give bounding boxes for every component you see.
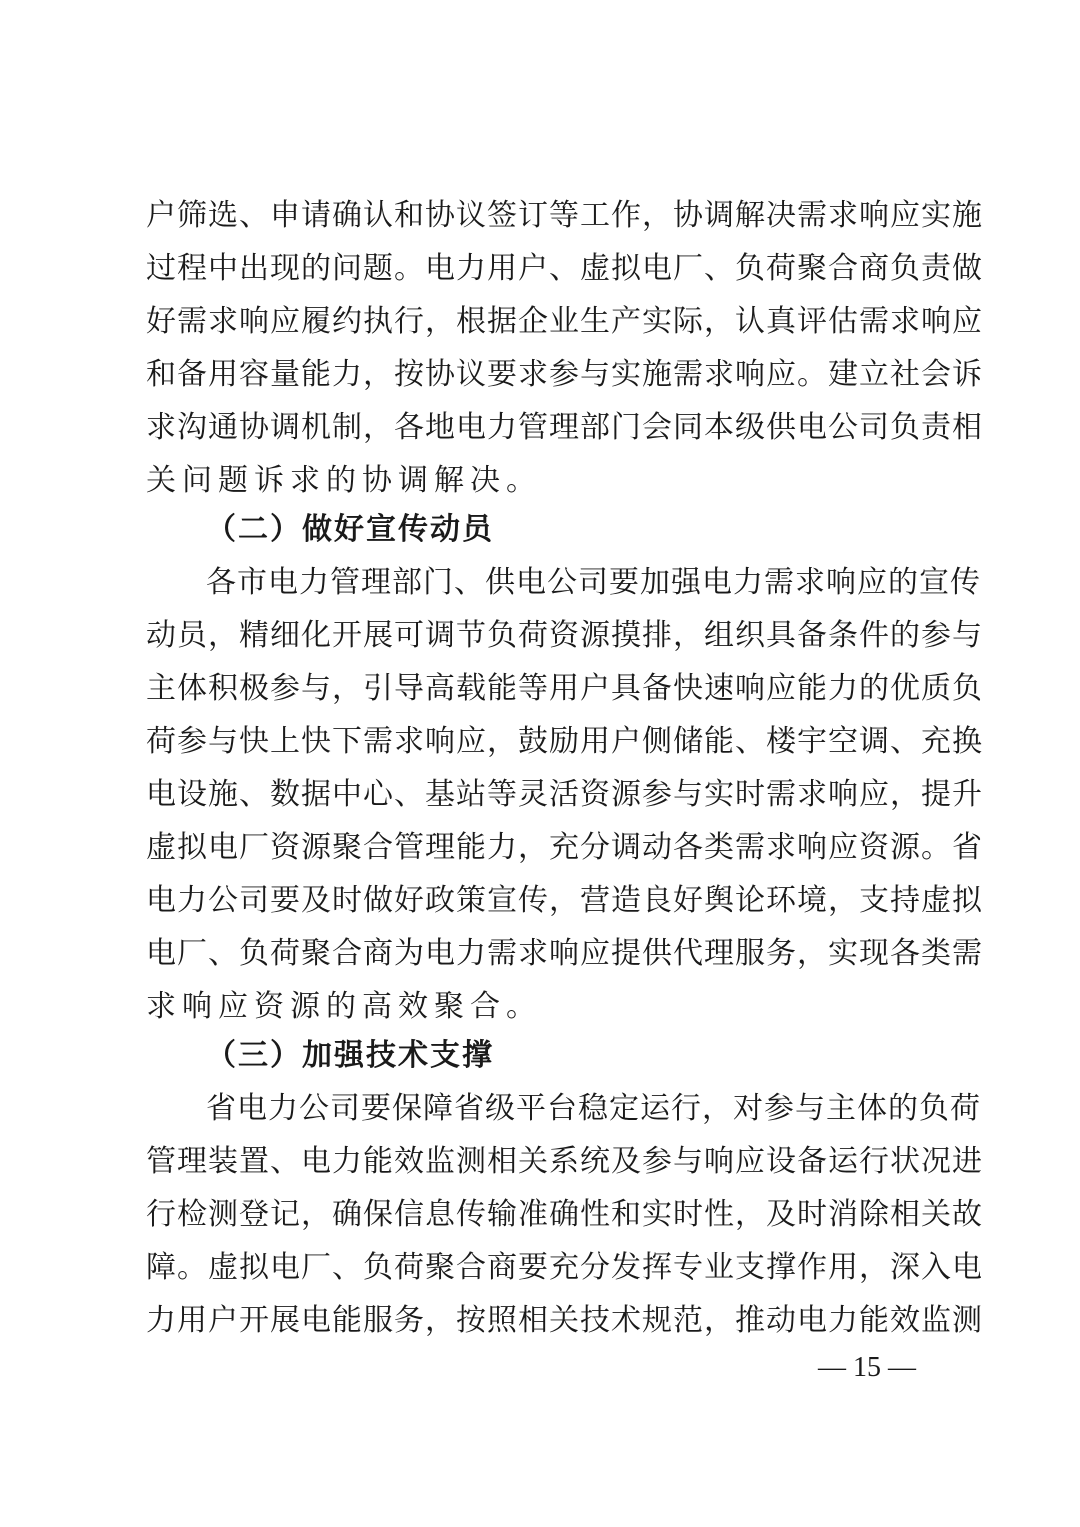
text-line: 和备用容量能力，按协议要求参与实施需求响应。建立社会诉 — [146, 357, 983, 392]
text-line: 省电力公司要保障省级平台稳定运行，对参与主体的负荷 — [206, 1091, 981, 1126]
text-line: 电设施、数据中心、基站等灵活资源参与实时需求响应，提升 — [146, 777, 983, 812]
text-line: 过程中出现的问题。电力用户、虚拟电厂、负荷聚合商负责做 — [146, 251, 983, 286]
text-line: 管理装置、电力能效监测相关系统及参与响应设备运行状况进 — [146, 1144, 983, 1179]
text-line: 电厂、负荷聚合商为电力需求响应提供代理服务，实现各类需 — [146, 936, 983, 971]
text-line: 求沟通协调机制，各地电力管理部门会同本级供电公司负责相 — [146, 410, 983, 445]
text-line: 动员，精细化开展可调节负荷资源摸排，组织具备条件的参与 — [146, 618, 983, 653]
page-number: — 15 — — [818, 1352, 916, 1383]
text-line: 行检测登记，确保信息传输准确性和实时性，及时消除相关故 — [146, 1197, 983, 1232]
text-line: 好需求响应履约执行，根据企业生产实际，认真评估需求响应 — [146, 304, 983, 339]
section-heading: （三）加强技术支撑 — [206, 1038, 494, 1073]
section-heading: （二）做好宣传动员 — [206, 512, 494, 547]
text-line: 电力公司要及时做好政策宣传，营造良好舆论环境，支持虚拟 — [146, 883, 983, 918]
text-line: 户筛选、申请确认和协议签订等工作，协调解决需求响应实施 — [146, 198, 983, 233]
text-line: 力用户开展电能服务，按照相关技术规范，推动电力能效监测 — [146, 1303, 983, 1338]
text-line: 求响应资源的高效聚合。 — [146, 989, 542, 1024]
text-line: 各市电力管理部门、供电公司要加强电力需求响应的宣传 — [206, 565, 981, 600]
text-line: 主体积极参与，引导高载能等用户具备快速响应能力的优质负 — [146, 671, 983, 706]
text-line: 荷参与快上快下需求响应，鼓励用户侧储能、楼宇空调、充换 — [146, 724, 983, 759]
text-line: 关问题诉求的协调解决。 — [146, 463, 542, 498]
text-line: 虚拟电厂资源聚合管理能力，充分调动各类需求响应资源。省 — [146, 830, 983, 865]
text-line: 障。虚拟电厂、负荷聚合商要充分发挥专业支撑作用，深入电 — [146, 1250, 983, 1285]
